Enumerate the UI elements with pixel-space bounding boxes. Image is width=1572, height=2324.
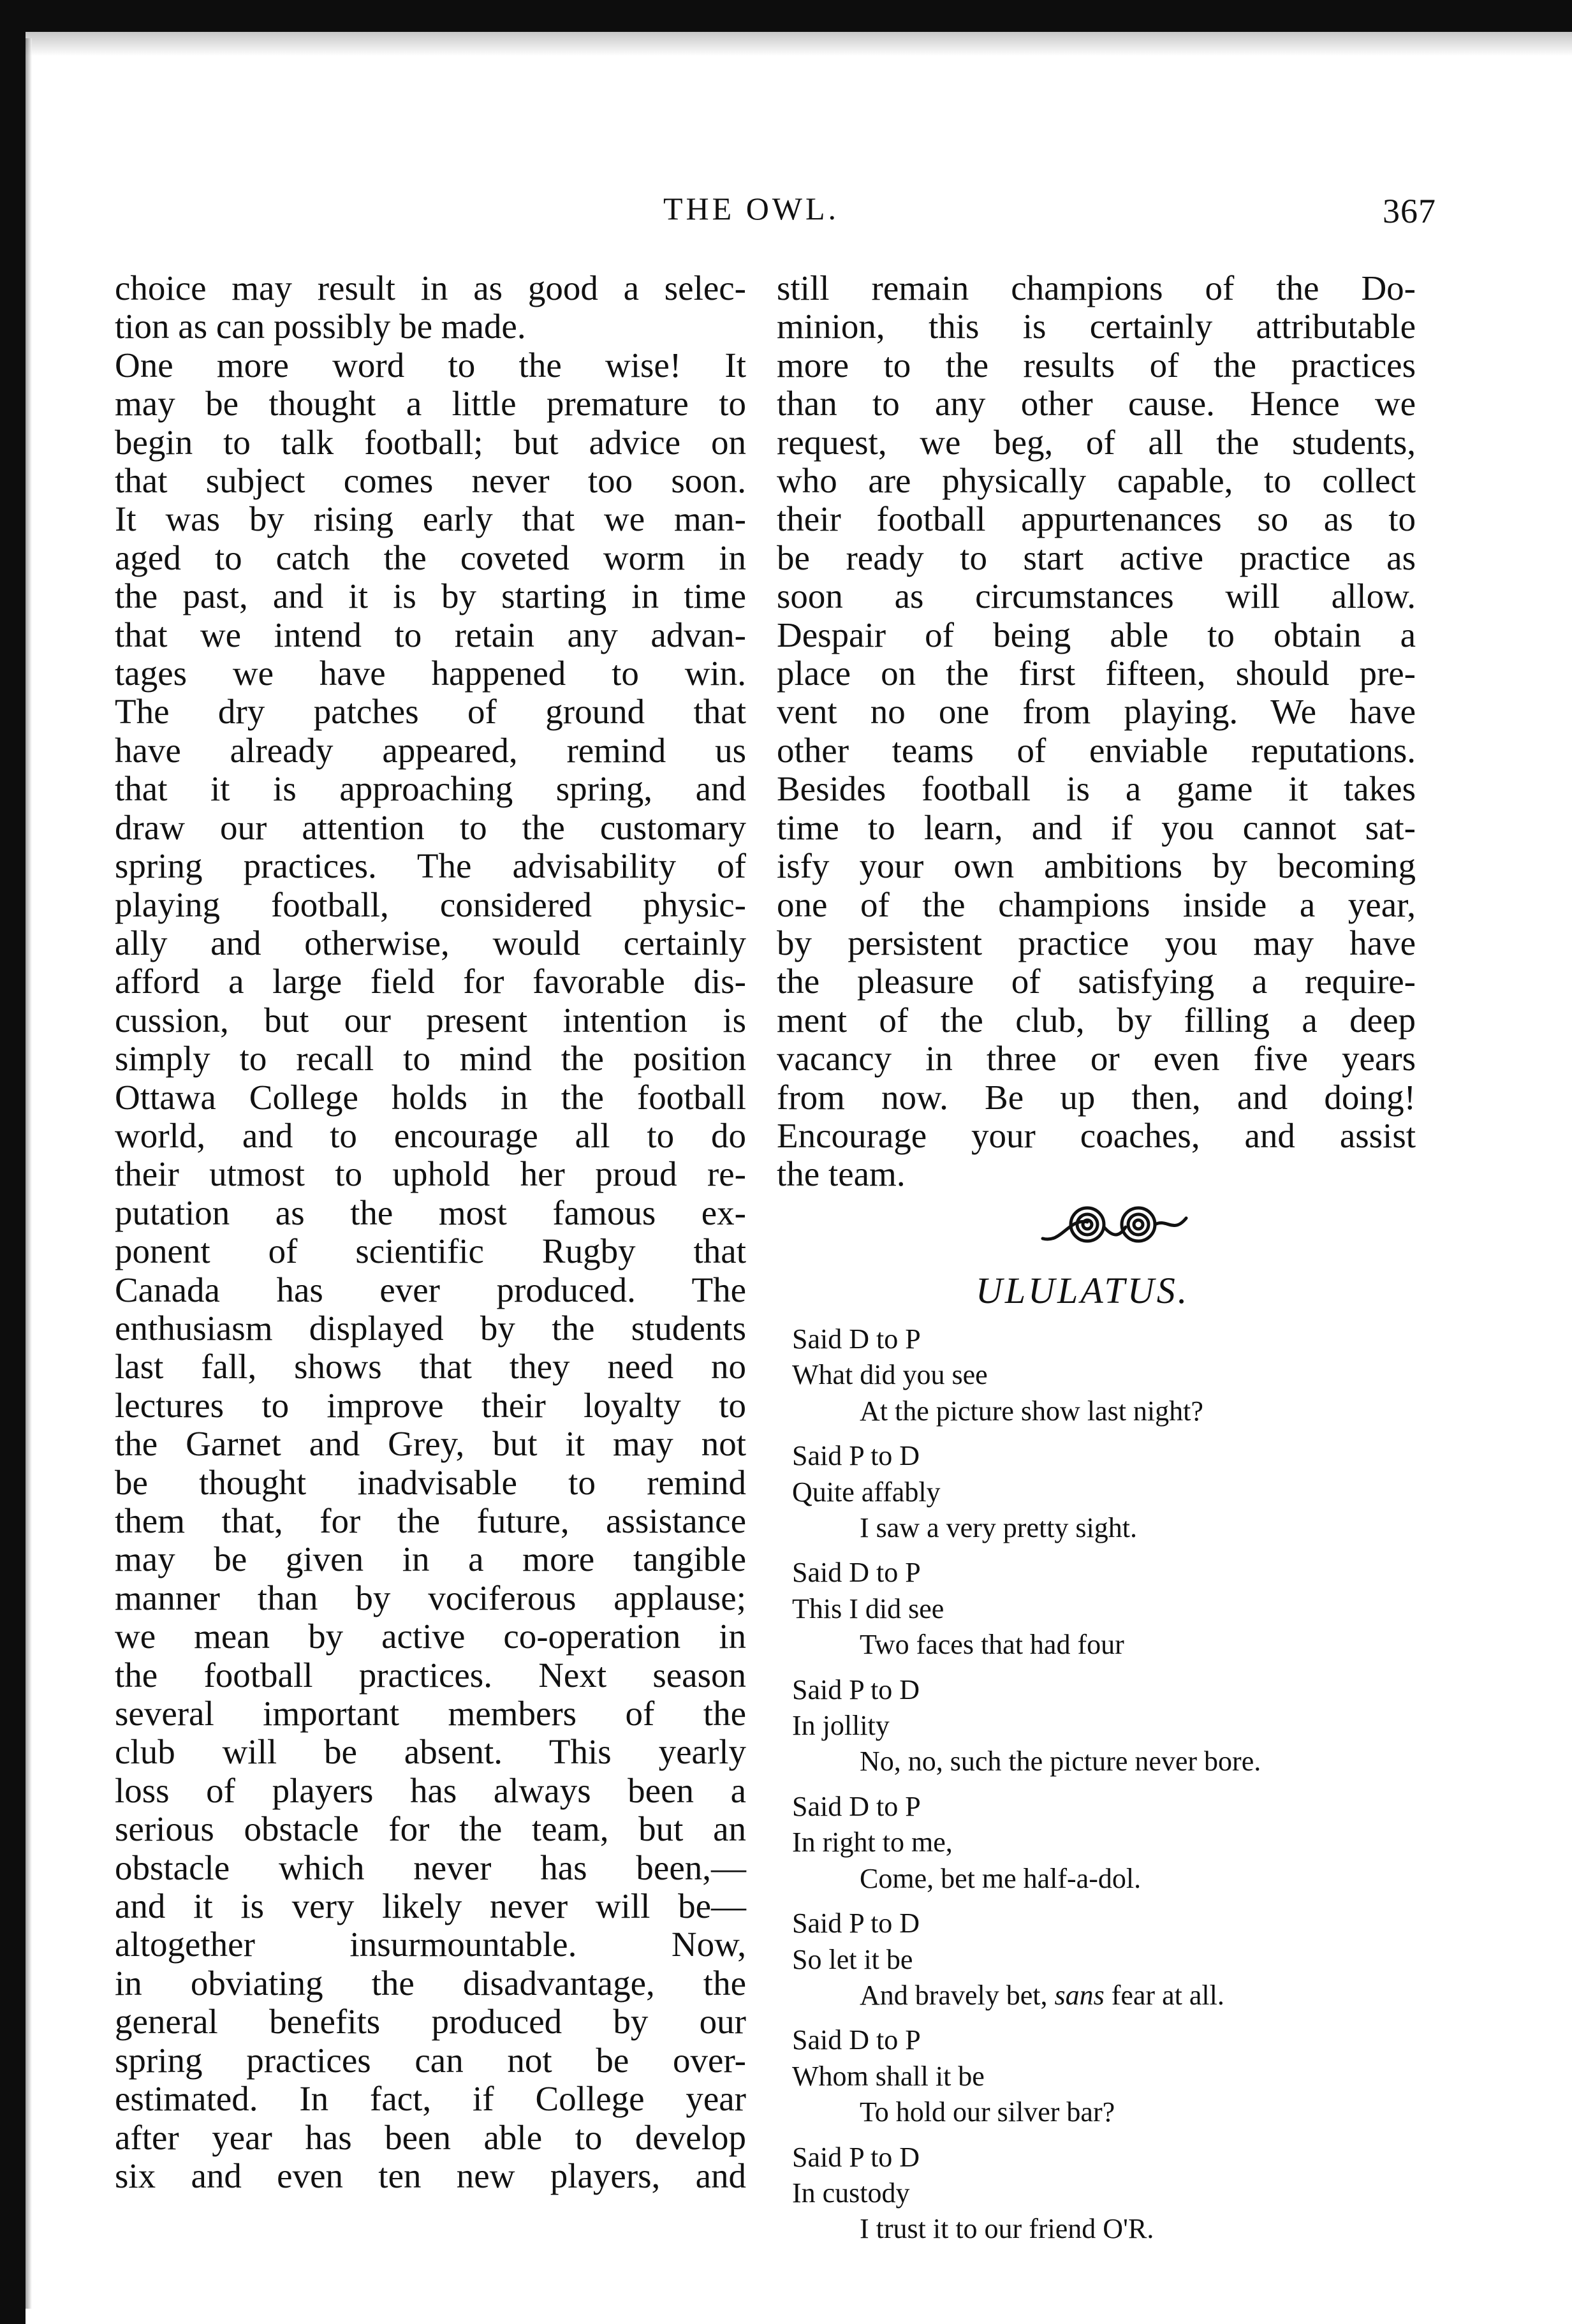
text-line: last fall, shows that they need no (115, 1347, 746, 1386)
poem-line (792, 1978, 1430, 2013)
text-line: tages we have happened to win. (115, 654, 746, 693)
text-line: that we intend to retain any advan- (115, 615, 746, 654)
poem-line: Quite affably (792, 1476, 941, 1508)
poem-stanza (792, 1906, 1430, 2013)
text-line: Encourage your coaches, and assist (777, 1115, 1416, 1155)
text-line: lectures to improve their loyalty to (115, 1385, 746, 1425)
text-line: them that, for the future, assistance (115, 1501, 746, 1540)
text-line: club will be absent. This yearly (115, 1732, 746, 1772)
text-line: we mean by active co-operation in (115, 1617, 746, 1656)
poem-line: Whom shall it be (792, 2060, 985, 2092)
text-line: who are physically capable, to collect (777, 461, 1416, 501)
text-line: putation as the most famous ex- (115, 1193, 746, 1232)
text-line: have already appeared, remind us (115, 730, 746, 770)
text-line: their utmost to uphold her proud re- (115, 1154, 746, 1194)
text-line: one of the champions inside a year, (777, 885, 1416, 924)
poem-stanza (792, 2140, 1430, 2247)
scan-top-border (0, 0, 1572, 32)
text-line: estimated. In fact, if College year (115, 2079, 746, 2119)
text-line: several important members of the (115, 1694, 746, 1733)
text-line: that it is approaching spring, and (115, 769, 746, 809)
text-line: by persistent practice you may have (777, 923, 1416, 962)
text-line: Besides football is a game it takes (777, 769, 1416, 809)
text-line: playing football, considered physic- (115, 885, 746, 924)
poem-line: Said P to D (792, 1673, 920, 1705)
text-line: from now. Be up then, and doing! (777, 1077, 1416, 1117)
poem-stanza (792, 1321, 1430, 1429)
text-line: in obviating the disadvantage, the (115, 1963, 746, 2003)
text-line: afford a large field for favorable dis- (115, 962, 746, 1001)
text-line: minion, this is certainly attributable (777, 307, 1416, 346)
poem-line: This I did see (792, 1592, 944, 1624)
poem-line: In custody (792, 2177, 910, 2209)
poem-line: No, no, such the picture never bore. (860, 1746, 1261, 1777)
text-line: simply to recall to mind the position (115, 1039, 746, 1078)
poem-line: In jollity (792, 1710, 890, 1742)
text-line: that subject comes never too soon. (115, 461, 746, 501)
text-line: ponent of scientific Rugby that (115, 1232, 746, 1271)
text-line: One more word to the wise! It (115, 345, 746, 385)
poem-line: Said P to D (792, 1440, 920, 1472)
text-line: general benefits produced by our (115, 2002, 746, 2041)
text-line: The dry patches of ground that (115, 692, 746, 732)
scan-left-shadow (26, 38, 32, 2309)
text-line: manner than by vociferous applause; (115, 1578, 746, 1617)
poem-line: Said P to D (792, 1908, 920, 1939)
text-line: soon as circumstances will allow. (777, 577, 1416, 616)
poem-line: To hold our silver bar? (860, 2096, 1115, 2128)
text-line: obstacle which never has been,— (115, 1848, 746, 1887)
text-line: loss of players has always been a (115, 1770, 746, 1810)
poem-line: I saw a very pretty sight. (860, 1512, 1137, 1544)
text-line: and it is very likely never will be— (115, 1886, 746, 1926)
text-line: be thought inadvisable to remind (115, 1462, 746, 1502)
text-line: other teams of enviable reputations. (777, 730, 1416, 770)
text-line: than to any other cause. Hence we (777, 384, 1416, 423)
text-line: enthusiasm displayed by the students (115, 1308, 746, 1348)
text-line: may be thought a little premature to (115, 384, 746, 423)
text-line: request, we beg, of all the students, (777, 422, 1416, 462)
poem-body (792, 1321, 1430, 2256)
poem-line: In right to me, (792, 1827, 953, 1858)
text-line: begin to talk football; but advice on (115, 422, 746, 462)
text-line: cussion, but our present intention is (115, 1000, 746, 1040)
text-line: more to the results of the practices (777, 345, 1416, 385)
italic-word: sans (1054, 1979, 1105, 2011)
left-column-text (115, 269, 746, 2195)
text-line: after year has been able to develop (115, 2117, 746, 2157)
text-line: ment of the club, by filling a deep (777, 1000, 1416, 1040)
page-number: 367 (1383, 192, 1436, 230)
text-line: tion as can possibly be made. (115, 307, 526, 346)
poem-line-text: And bravely bet, (860, 1979, 1055, 2011)
text-line: the team. (777, 1154, 906, 1194)
text-line: the Garnet and Grey, but it may not (115, 1424, 746, 1464)
text-line: serious obstacle for the team, but an (115, 1809, 746, 1849)
poem-stanza (792, 1438, 1430, 1546)
text-line: spring practices. The advisability of (115, 846, 746, 886)
poem-line: So let it be (792, 1943, 913, 1975)
poem-line: Said D to P (792, 2024, 921, 2056)
text-line: Canada has ever produced. The (115, 1270, 746, 1309)
scan-top-shadow (0, 32, 1572, 56)
poem-line-text: fear at all. (1104, 1979, 1224, 2011)
text-line: may be given in a more tangible (115, 1540, 746, 1579)
text-line: time to learn, and if you cannot sat- (777, 807, 1416, 847)
text-line: the past, and it is by starting in time (115, 577, 746, 616)
poem-line: Two faces that had four (860, 1629, 1124, 1661)
text-line: still remain champions of the Do- (777, 268, 1416, 307)
text-line: spring practices can not be over- (115, 2040, 746, 2080)
poem-line: I trust it to our friend O'R. (860, 2213, 1154, 2245)
section-divider-ornament (1036, 1199, 1189, 1256)
text-line: Despair of being able to obtain a (777, 615, 1416, 654)
poem-line: Come, bet me half-a-dol. (860, 1862, 1142, 1894)
poem-line: Said D to P (792, 1790, 921, 1822)
text-line: altogether insurmountable. Now, (115, 1925, 746, 1964)
text-line: the football practices. Next season (115, 1655, 746, 1695)
poem-line: At the picture show last night? (860, 1395, 1203, 1427)
text-line: vacancy in three or even five years (777, 1039, 1416, 1078)
poem-stanza (792, 1789, 1430, 1897)
text-line: ally and otherwise, would certainly (115, 923, 746, 962)
scan-left-border (0, 0, 26, 2324)
text-line: the pleasure of satisfying a require- (777, 962, 1416, 1001)
text-line: isfy your own ambitions by becoming (777, 846, 1416, 886)
poem-line: Said D to P (792, 1557, 921, 1589)
poem-title: ULULATUS. (976, 1270, 1190, 1311)
poem-line: Said P to D (792, 2141, 920, 2173)
right-column-text (777, 269, 1416, 1194)
poem-line: Said D to P (792, 1323, 921, 1355)
journal-title: THE OWL. (663, 191, 840, 226)
text-line: Ottawa College holds in the football (115, 1077, 746, 1117)
poem-stanza (792, 1672, 1430, 1780)
text-line: choice may result in as good a selec- (115, 268, 746, 307)
text-line: It was by rising early that we man- (115, 499, 746, 539)
text-line: six and even ten new players, and (115, 2156, 746, 2195)
poem-stanza (792, 1555, 1430, 1663)
text-line: aged to catch the coveted worm in (115, 538, 746, 577)
text-line: their football appurtenances so as to (777, 499, 1416, 539)
text-line: place on the first fifteen, should pre- (777, 654, 1416, 693)
text-line: vent no one from playing. We have (777, 692, 1416, 732)
poem-line: What did you see (792, 1359, 988, 1391)
text-line: world, and to encourage all to do (115, 1115, 746, 1155)
text-line: draw our attention to the customary (115, 807, 746, 847)
running-head (0, 190, 1572, 241)
poem-stanza (792, 2022, 1430, 2130)
text-line: be ready to start active practice as (777, 538, 1416, 577)
